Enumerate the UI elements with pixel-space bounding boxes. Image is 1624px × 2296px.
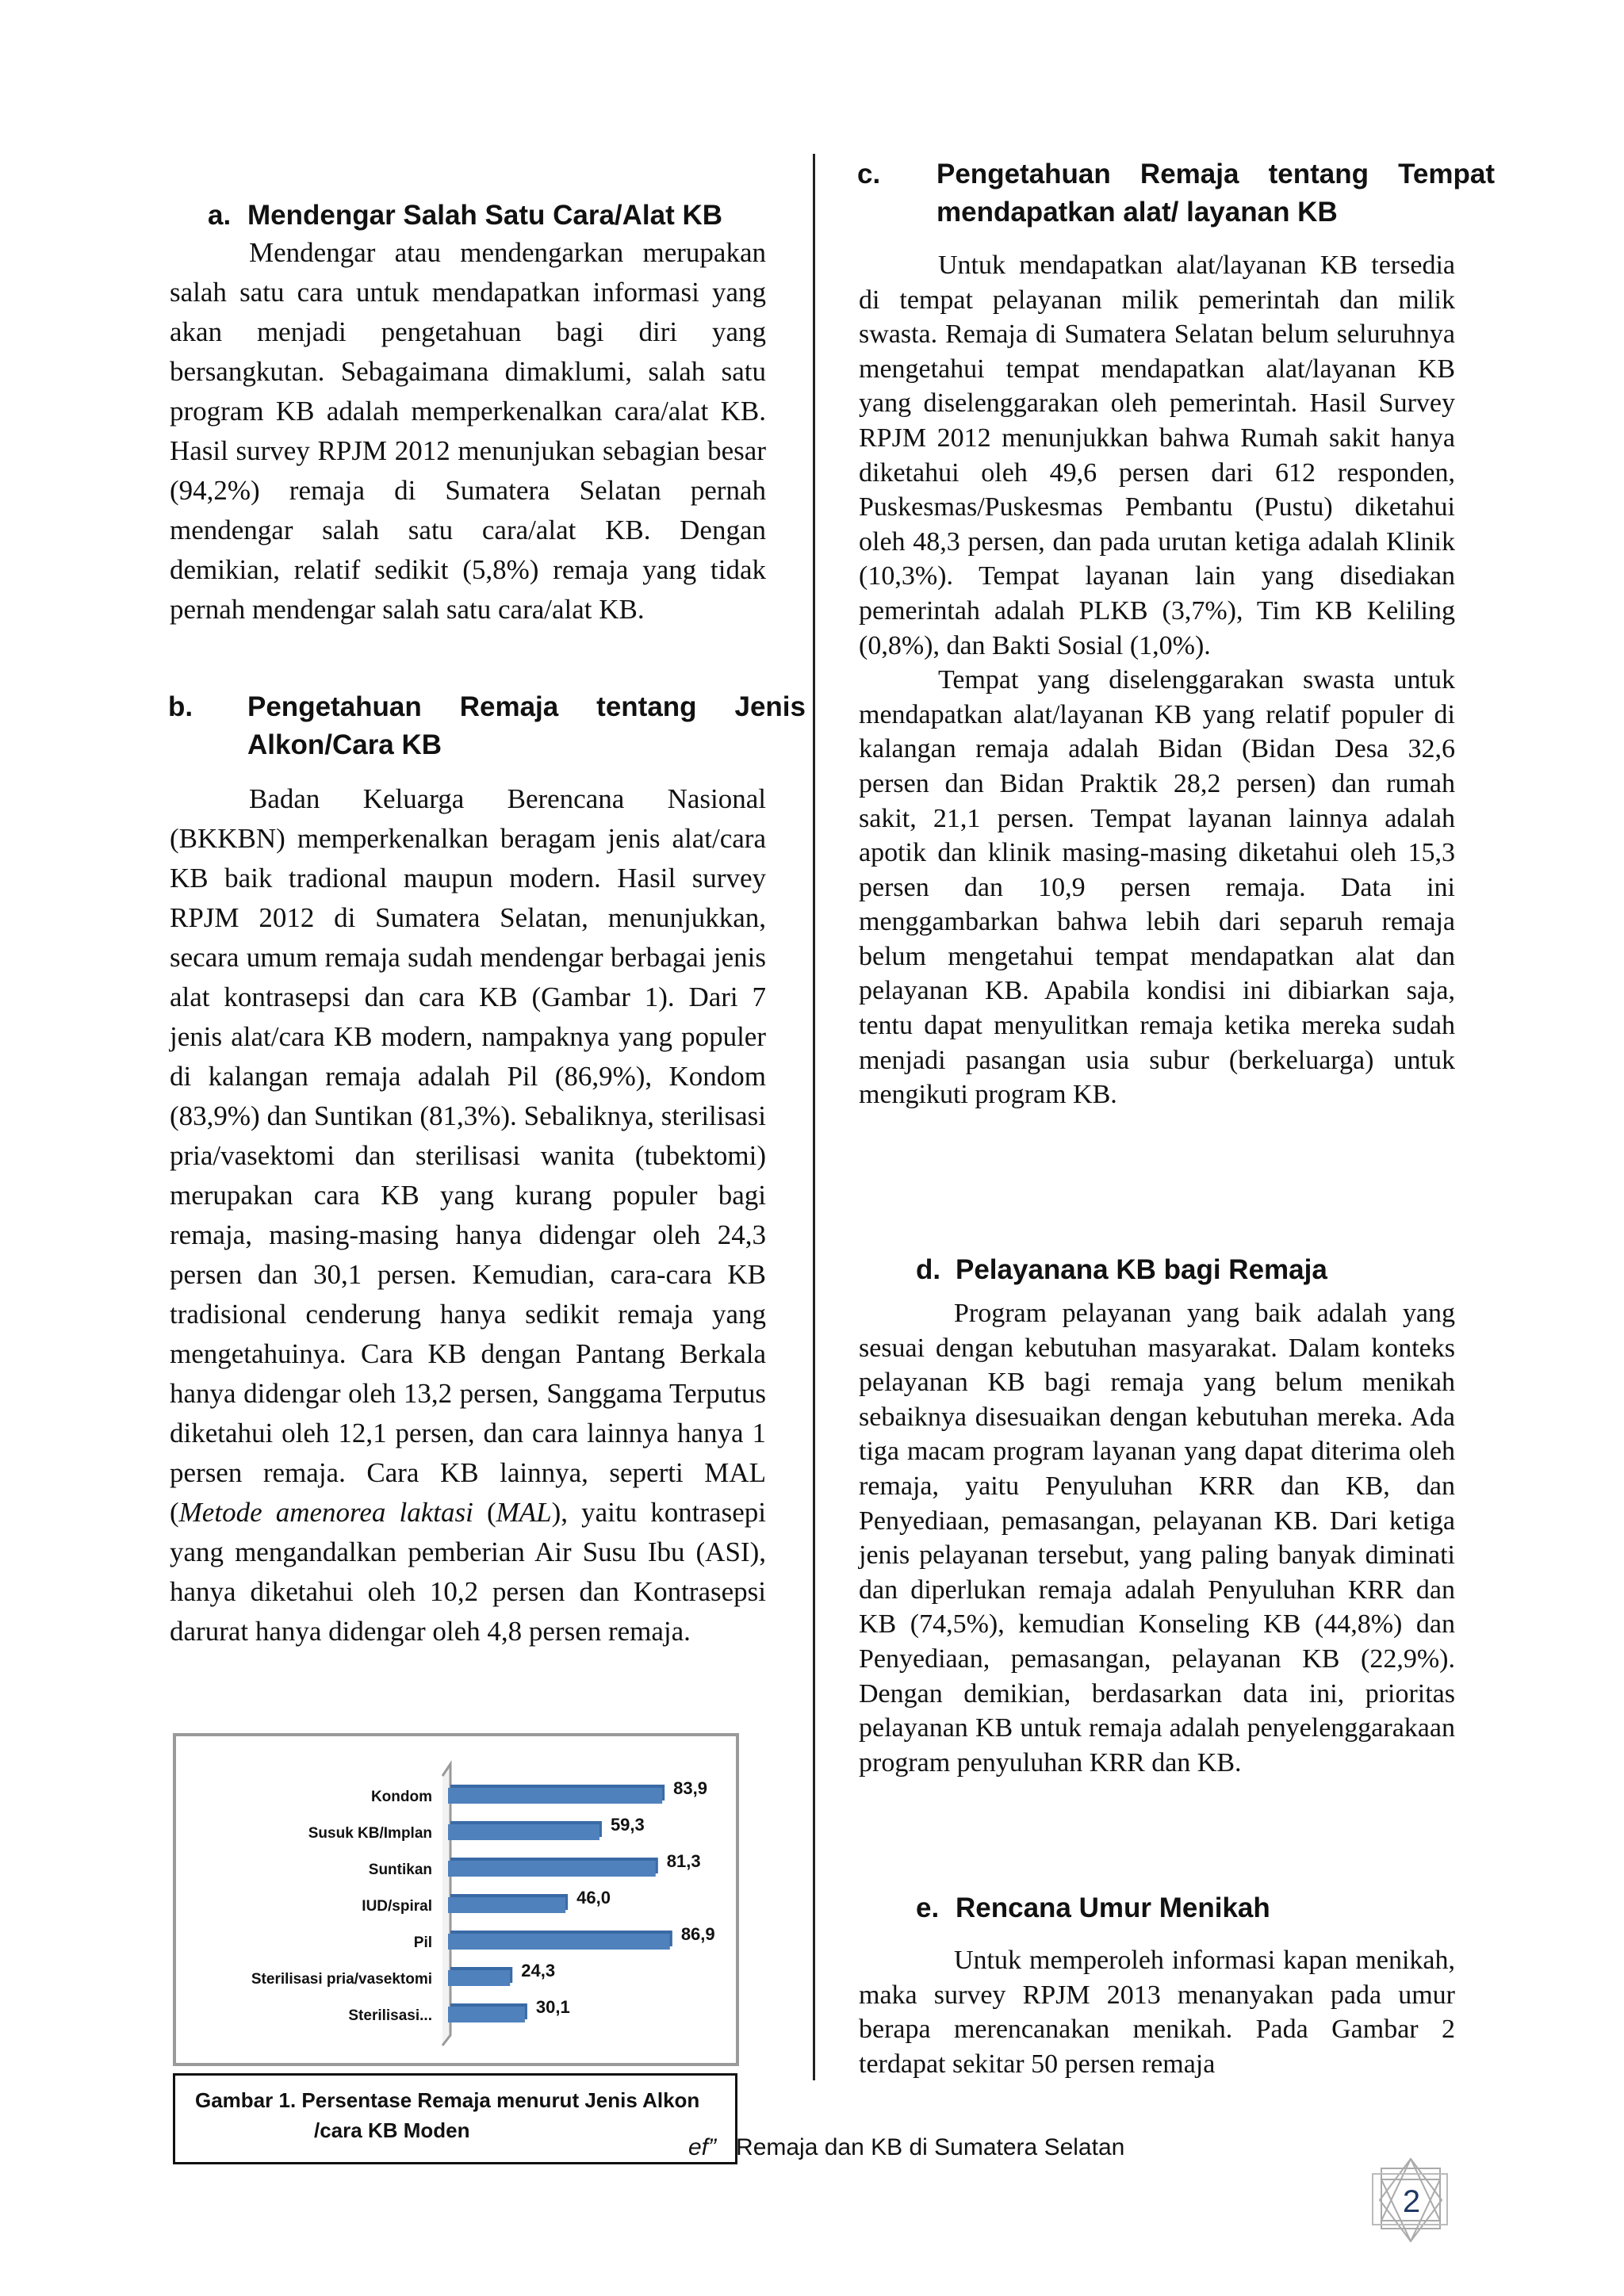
category-label: Kondom — [370, 1789, 432, 1805]
bar — [448, 1788, 662, 1804]
value-label: 81,3 — [666, 1851, 701, 1871]
bar-chart — [176, 1736, 736, 2063]
star-frame-icon — [1370, 2158, 1453, 2242]
category-label: Susuk KB/Implan — [308, 1825, 432, 1842]
paragraph-e: Untuk memperoleh informasi kapan menikah, maka survey RPJM 2013 menanyakan pada umur berapa merencanakan menikah. Pada Gambar 2 terdapat sekitar 50 persen remaja — [859, 1946, 1455, 2079]
paragraph-a: Mendengar atau mendengarkan merupakan salah satu cara untuk mendapatkan informasi yang akan menjadi pengetahuan bagi diri yang bersangkutan. Sebagaimana dimaklumi, salah satu program KB adalah memperkenalkan cara/alat KB. Hasil survey RPJM 2012 menunjukan sebagian besar (94,2%) remaja di Sumatera Selatan pernah mendengar salah satu cara/alat KB. Dengan demikian, relatif sedikit (5,8%) remaja yang tidak pernah mendengar salah satu cara/alat KB. — [170, 237, 766, 625]
paragraph-c: Untuk mendapatkan alat/layanan KB tersedia di tempat pelayanan milik pemerintah dan milik swasta. Remaja di Sumatera Selatan belum seluruhnya mengetahui tempat mendapatkan alat/layanan KB yang diselenggarakan oleh pemerintah. Hasil Survey RPJM 2012 menunjukkan bahwa Rumah sakit hanya diketahui oleh 49,6 persen dari 612 responden, Puskesmas/Puskesmas Pembantu (Pustu) diketahui oleh 48,3 persen, dan pada urutan ketiga adalah Klinik (10,3%). Tempat layanan lain yang disediakan pemerintah adalah PLKB (3,7%), Tim KB Keliling (0,8%), dan Bakti Sosial (1,0%). Tempat yang diselenggarakan swasta untuk mendapatkan alat/layanan KB yang relatif populer di kalangan remaja adalah Bidan (Bidan Desa 32,6 persen dan Bidan Praktik 28,2 persen) dan rumah sakit, 21,1 persen. Tempat layanan lainnya adalah apotik dan klinik masing-masing diketahui oleh 15,3 persen dan 10,9 persen remaja. Data ini menggambarkan bahwa lebih dari separuh remaja belum mengetahui tempat mendapatkan alat dan pelayanan KB. Apabila kondisi ini dibiarkan saja, tentu dapat menyulitkan remaja ketika mereka sudah menjadi pasangan usia subur (berkeluarga) untuk mengikuti program KB. — [859, 251, 1455, 1110]
footer-title: ef” Remaja dan KB di Sumatera Selatan — [688, 2134, 1125, 2160]
column-divider — [813, 154, 815, 2080]
category-label: Pil — [413, 1934, 432, 1951]
bar — [448, 1897, 565, 1913]
bar — [448, 2007, 525, 2022]
heading-d: d. Pelayanana KB bagi Remaja — [916, 1254, 1327, 1285]
heading-b: b. Pengetahuan Remaja tentang Jenis Alkon/Cara KB — [168, 691, 806, 760]
value-label: 30,1 — [535, 1997, 570, 2017]
figure-caption: Gambar 1. Persentase Remaja menurut Jenis Alkon /cara KB Moden — [173, 2073, 737, 2164]
category-label: Suntikan — [368, 1862, 432, 1878]
figure-1-chart — [173, 1733, 739, 2066]
category-label: Sterilisasi pria/vasektomi — [251, 1971, 432, 1988]
value-label: 59,3 — [610, 1815, 645, 1835]
value-label: 24,3 — [521, 1961, 556, 1980]
bar — [448, 1970, 510, 1986]
page-number: 2 — [1402, 2184, 1421, 2219]
heading-c: c. Pengetahuan Remaja tentang Tempat mendapatkan alat/ layanan KB — [857, 159, 1495, 228]
bar — [448, 1824, 599, 1840]
paragraph-b: Badan Keluarga Berencana Nasional (BKKBN) memperkenalkan beragam jenis alat/cara KB baik tradional maupun modern. Hasil survey RPJM 2012 di Sumatera Selatan, menunjukkan, secara umum remaja sudah mendengar berbagai jenis alat kontrasepsi dan cara KB (Gambar 1). Dari 7 jenis alat/cara KB modern, nampaknya yang populer di kalangan remaja adalah Pil (86,9%), Kondom (83,9%) dan Suntikan (81,3%). Sebaliknya, sterilisasi pria/vasektomi dan sterilisasi wanita (tubektomi) merupakan cara KB yang kurang populer bagi remaja, masing-masing hanya didengar oleh 24,3 persen dan 30,1 persen. Kemudian, cara-cara KB tradisional cenderung hanya sedikit remaja yang mengetahuinya. Cara KB dengan Pantang Berkala hanya didengar oleh 13,2 persen, Sanggama Terputus diketahui oleh 12,1 persen, dan cara lainnya hanya 1 persen remaja. Cara KB lainnya, seperti MAL (Metode amenorea laktasi (MAL), yaitu kontrasepi yang mengandalkan pemberian Air Susu Ibu (ASI), hanya diketahui oleh 10,2 persen dan Kontrasepsi darurat hanya didengar oleh 4,8 persen remaja. — [170, 783, 766, 1647]
paragraph-d: Program pelayanan yang baik adalah yang sesuai dengan kebutuhan masyarakat. Dalam konteks pelayanan KB bagi remaja yang belum menikah sebaiknya disesuaikan dengan kebutuhan mereka. Ada tiga macam program layanan yang dapat diterima oleh remaja, yaitu Penyuluhan KRR dan KB, dan Penyediaan, pemasangan, pelayanan KB. Dari ketiga jenis pelayanan tersebut, yang paling banyak diminati dan diperlukan remaja adalah Penyuluhan KRR dan KB (74,5%), kemudian Konseling KB (44,8%) dan Penyediaan, pemasangan, pelayanan KB (22,9%). Dengan demikian, berdasarkan data ini, prioritas pelayanan KB untuk remaja adalah penyelenggarakaan program penyuluhan KRR dan KB. — [859, 1299, 1455, 1777]
category-label: IUD/spiral — [362, 1898, 432, 1915]
bar — [448, 1934, 670, 1950]
bar — [448, 1861, 656, 1877]
heading-a: a. Mendengar Salah Satu Cara/Alat KB — [208, 200, 723, 231]
category-label: Sterilisasi... — [348, 2007, 432, 2024]
value-label: 46,0 — [576, 1888, 611, 1908]
value-label: 86,9 — [680, 1924, 715, 1944]
heading-e: e. Rencana Umur Menikah — [916, 1892, 1270, 1923]
value-label: 83,9 — [673, 1778, 707, 1798]
page-number-badge — [1370, 2158, 1453, 2242]
